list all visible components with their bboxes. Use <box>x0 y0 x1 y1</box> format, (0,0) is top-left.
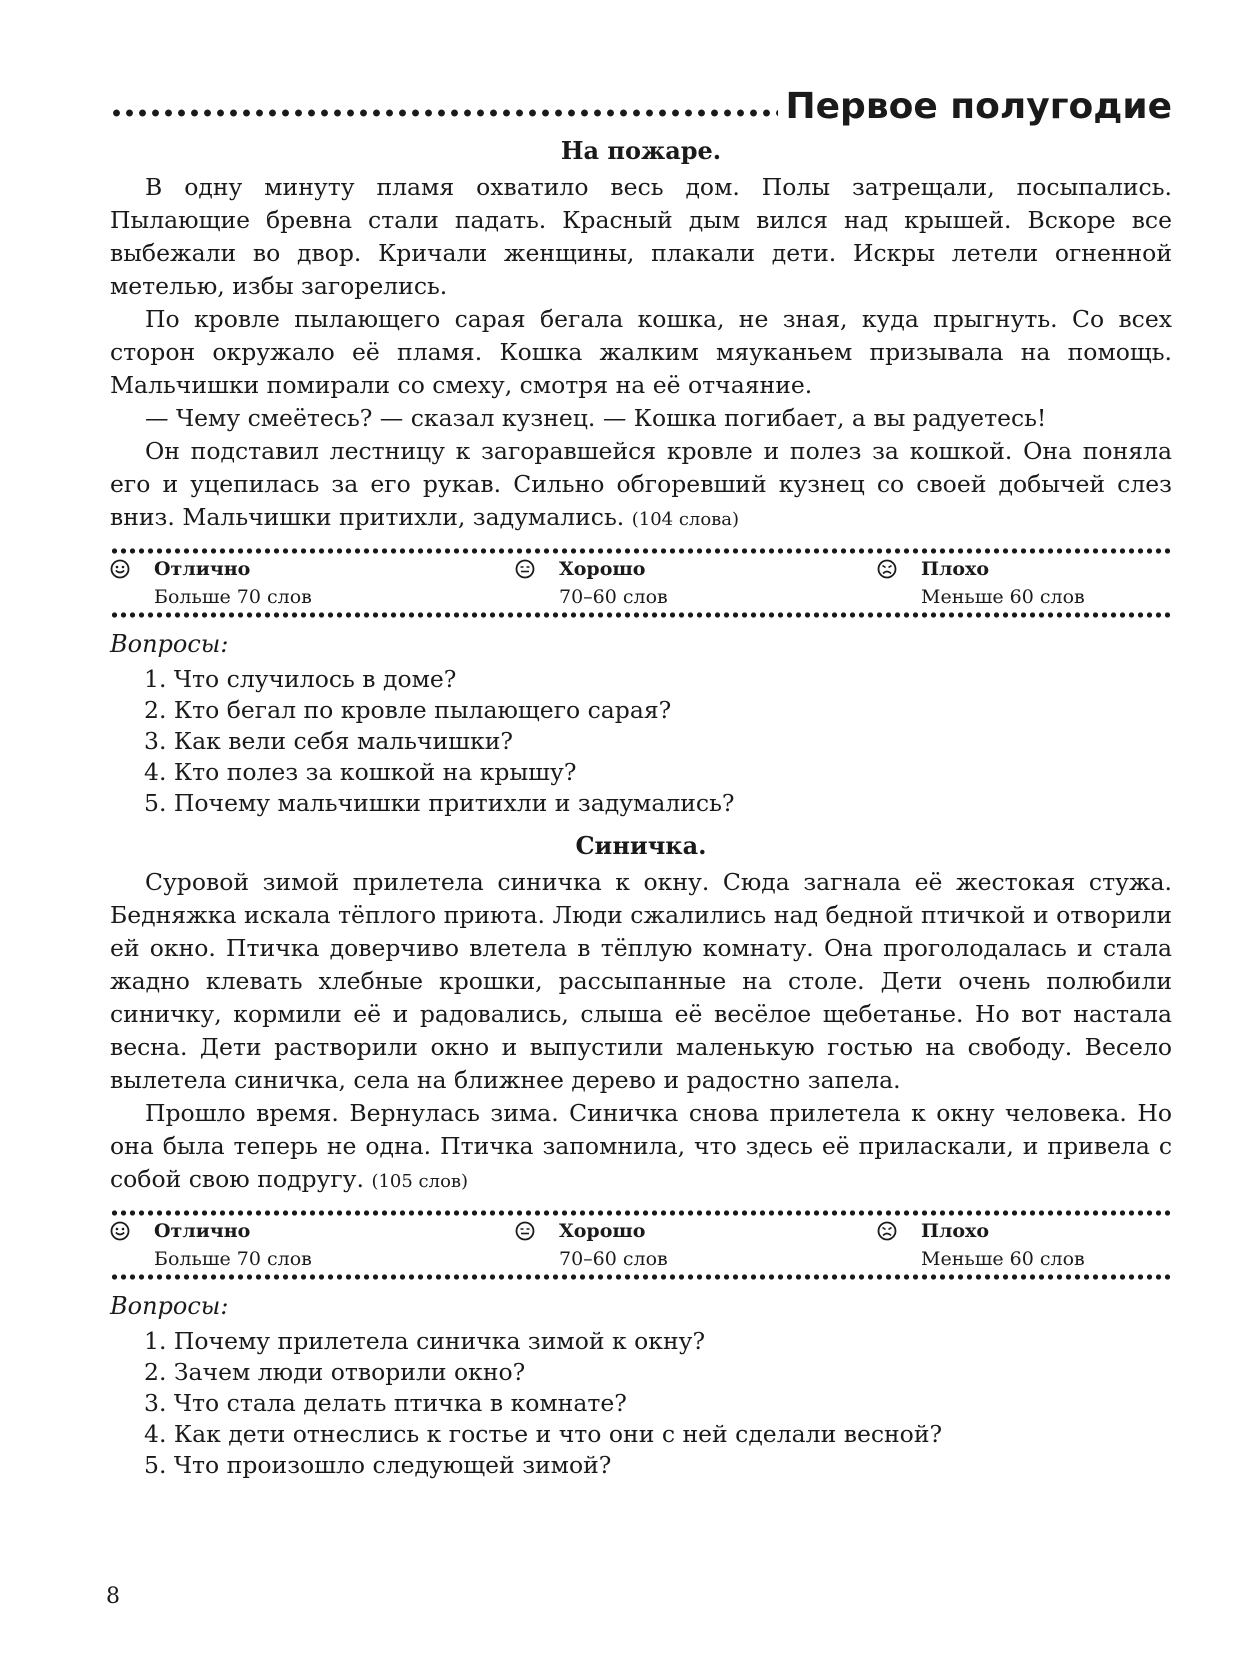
question-item: 3. Как вели себя мальчишки? <box>144 727 513 755</box>
questions-list <box>110 1326 1172 1481</box>
question-item: 3. Что стала делать птичка в комнате? <box>144 1389 627 1417</box>
neutral-face-icon <box>515 1221 535 1241</box>
neutral-face-icon <box>515 559 535 579</box>
question-item: 2. Зачем люди отворили окно? <box>144 1358 526 1386</box>
grade-label: Отлично <box>154 558 251 580</box>
grade-label: Хорошо <box>559 1220 646 1242</box>
grade-description: Меньше 60 слов <box>921 1248 1085 1270</box>
questions-heading: Вопросы: <box>110 1292 229 1320</box>
question-item: 1. Что случилось в доме? <box>144 665 457 693</box>
question-item: 5. Что произошло следующей зимой? <box>144 1451 612 1479</box>
section-header <box>110 78 1172 128</box>
paragraph: — Чему смеётесь? — сказал кузнец. — Кошка погибает, а вы радуетесь! <box>145 404 1047 432</box>
sad-face-icon <box>877 559 897 579</box>
paragraph-text: Прошло время. Вернулась зима. Синичка снова прилетела к окну человека. Но она была теперь не одна. Птичка запомнила, что здесь её приласкали, и привела с собой свою подругу. <box>110 1099 1172 1193</box>
grading-scale <box>110 548 1172 614</box>
questions-list <box>110 664 1172 819</box>
grade-label: Плохо <box>921 558 990 580</box>
header-dot-leader <box>110 108 778 118</box>
word-count: (104 слова) <box>631 509 740 530</box>
question-item: 4. Как дети отнеслись к гостье и что они с ней сделали весной? <box>144 1420 943 1448</box>
smile-face-icon <box>110 1221 130 1241</box>
paragraph: В одну минуту пламя охватило весь дом. Полы затрещали, посыпались. Пылающие бревна стали падать. Красный дым вился над крышей. Вскоре все выбежали во двор. Кричали женщины, плакали дети. Искры летели огненной метелью, избы загорелись. <box>110 173 1172 300</box>
paragraph: По кровле пылающего сарая бегала кошка, не зная, куда прыгнуть. Со всех сторон окружало её пламя. Кошка жалким мяуканьем призывала на помощь. Мальчишки помирали со смеху, смотря на её отчаяние. <box>110 305 1172 399</box>
word-count: (105 слов) <box>371 1171 469 1192</box>
paragraph-last <box>110 435 1172 536</box>
dotted-divider <box>110 548 1172 554</box>
grading-scale <box>110 1210 1172 1276</box>
grade-label: Хорошо <box>559 558 646 580</box>
grade-description: Больше 70 слов <box>154 1248 312 1270</box>
grade-label: Отлично <box>154 1220 251 1242</box>
grade-description: 70–60 слов <box>559 586 668 608</box>
question-item: 1. Почему прилетела синичка зимой к окну? <box>144 1327 706 1355</box>
dotted-divider <box>110 1274 1172 1280</box>
grade-label: Плохо <box>921 1220 990 1242</box>
sad-face-icon <box>877 1221 897 1241</box>
question-item: 5. Почему мальчишки притихли и задумались? <box>144 789 735 817</box>
paragraph: Суровой зимой прилетела синичка к окну. Сюда загнала её жестокая стужа. Бедняжка искала тёплого приюта. Люди сжалились над бедной птичкой и отворили ей окно. Птичка доверчиво влетела в тёплую комнату. Она проголодалась и стала жадно клевать хлебные крошки, рассыпанные на столе. Дети очень полюбили синичку, кормили её и радовались, слыша её весёлое щебетанье. Но вот настала весна. Дети растворили окно и выпустили маленькую гостью на свободу. Весело вылетела синичка, села на ближнее дерево и радостно запела. <box>110 868 1172 1094</box>
story-titmouse <box>110 831 1172 1481</box>
story-title: Синичка. <box>575 831 707 860</box>
page <box>110 78 1172 1481</box>
dotted-divider <box>110 1210 1172 1216</box>
story-fire <box>110 136 1172 819</box>
story-title: На пожаре. <box>560 136 722 165</box>
dotted-divider <box>110 612 1172 618</box>
grade-description: Меньше 60 слов <box>921 586 1085 608</box>
question-item: 2. Кто бегал по кровле пылающего сарая? <box>144 696 672 724</box>
grade-description: Больше 70 слов <box>154 586 312 608</box>
smile-face-icon <box>110 559 130 579</box>
question-item: 4. Кто полез за кошкой на крышу? <box>144 758 577 786</box>
paragraph-text: Он подставил лестницу к загоравшейся кровле и полез за кошкой. Она поняла его и уцепилась за его рукав. Сильно обгоревший кузнец со своей добычей слез вниз. Мальчишки притихли, задумались. <box>110 437 1172 531</box>
page-number: 8 <box>106 1584 120 1609</box>
grade-description: 70–60 слов <box>559 1248 668 1270</box>
questions-heading: Вопросы: <box>110 630 229 658</box>
paragraph-last <box>110 1097 1172 1198</box>
section-title: Первое полугодие <box>785 86 1172 127</box>
